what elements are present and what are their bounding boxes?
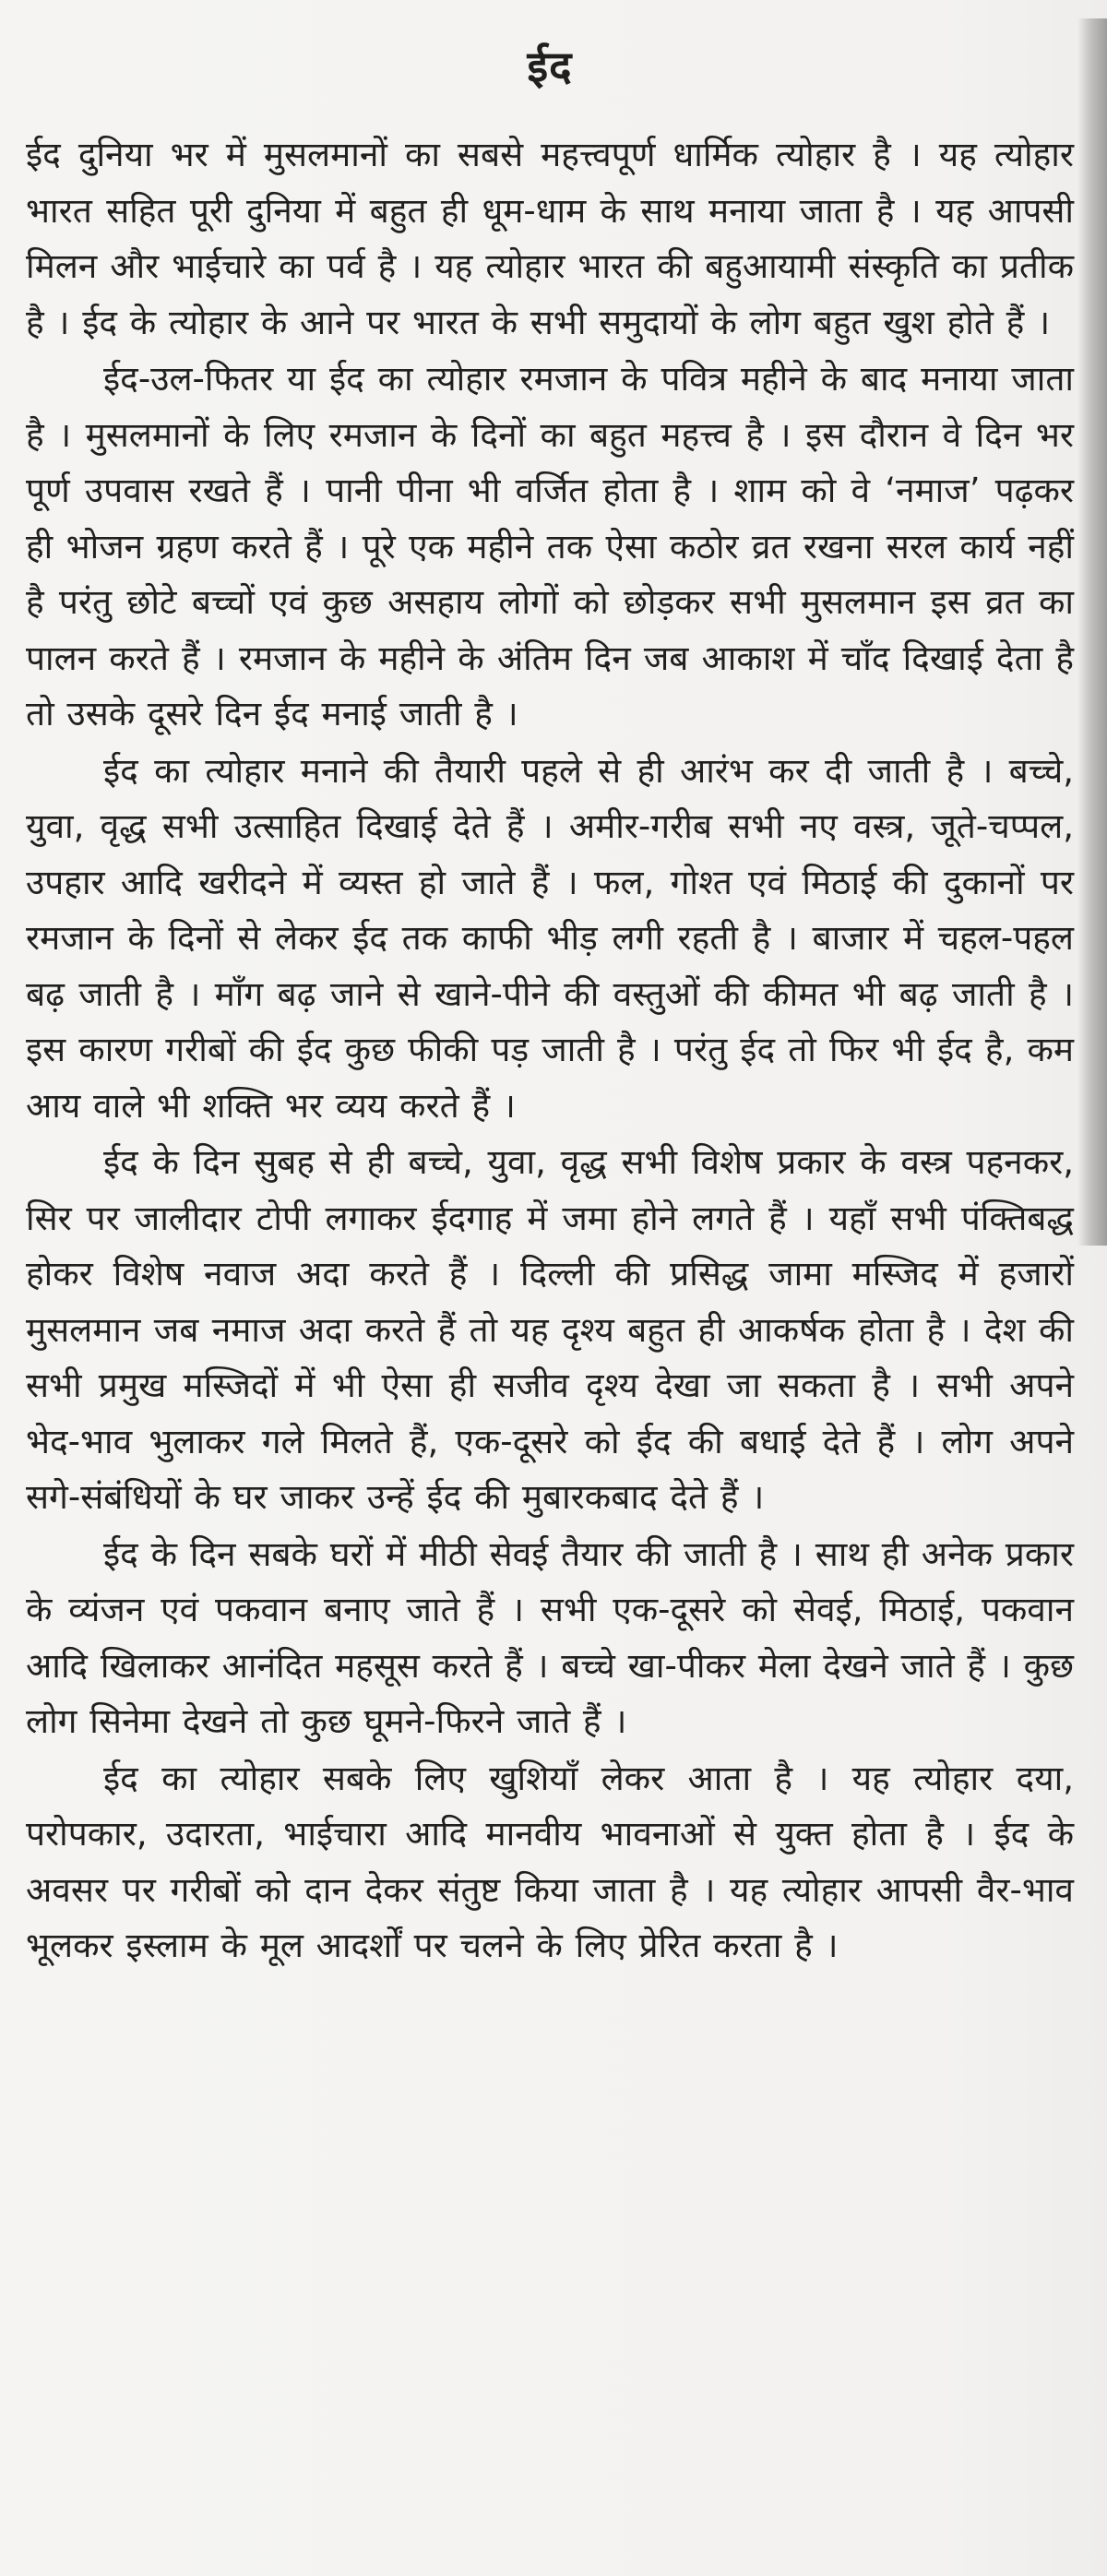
- essay-title: ईद: [527, 42, 573, 91]
- paragraph-6: ईद का त्योहार सबके लिए खुशियाँ लेकर आता है । यह त्योहार दया, परोपकार, उदारता, भाईचारा आदि मानवीय भावनाओं से युक्त होता है । ईद के अवसर पर गरीबों को दान देकर संतुष्ट किया जाता है । यह त्योहार आपसी वैर-भाव भूलकर इस्लाम के मूल आदर्शों पर चलने के लिए प्रेरित करता है ।: [26, 1758, 1074, 1965]
- paragraph-2: ईद-उल-फितर या ईद का त्योहार रमजान के पवित्र महीने के बाद मनाया जाता है । मुसलमानों के लिए रमजान के दिनों का बहुत महत्त्व है । इस दौरान वे दिन भर पूर्ण उपवास रखते हैं । पानी पीना भी वर्जित होता है । शाम को वे ‘नमाज’ पढ़कर ही भोजन ग्रहण करते हैं । पूरे एक महीने तक ऐसा कठोर व्रत रखना सरल कार्य नहीं है परंतु छोटे बच्चों एवं कुछ असहाय लोगों को छोड़कर सभी मुसलमान इस व्रत का पालन करते हैं । रमजान के महीने के अंतिम दिन जब आकाश में चाँद दिखाई देता है तो उसके दूसरे दिन ईद मनाई जाती है ।: [26, 359, 1074, 733]
- paragraph-1: ईद दुनिया भर में मुसलमानों का सबसे महत्त्वपूर्ण धार्मिक त्योहार है । यह त्योहार भारत सहित पूरी दुनिया में बहुत ही धूम-धाम के साथ मनाया जाता है । यह आपसी मिलन और भाईचारे का पर्व है । यह त्योहार भारत की बहुआयामी संस्कृति का प्रतीक है । ईद के त्योहार के आने पर भारत के सभी समुदायों के लोग बहुत खुश होते हैं ।: [26, 135, 1075, 342]
- paragraph-3: ईद का त्योहार मनाने की तैयारी पहले से ही आरंभ कर दी जाती है । बच्चे, युवा, वृद्ध सभी उत्साहित दिखाई देते हैं । अमीर-गरीब सभी नए वस्त्र, जूते-चप्पल, उपहार आदि खरीदने में व्यस्त हो जाते हैं । फल, गोश्त एवं मिठाई की दुकानों पर रमजान के दिनों से लेकर ईद तक काफी भीड़ लगी रहती है । बाजार में चहल-पहल बढ़ जाती है । माँग बढ़ जाने से खाने-पीने की वस्तुओं की कीमत भी बढ़ जाती है । इस कारण गरीबों की ईद कुछ फीकी पड़ जाती है । परंतु ईद तो फिर भी ईद है, कम आय वाले भी शक्ति भर व्यय करते हैं ।: [26, 750, 1074, 1126]
- paragraph-4: ईद के दिन सुबह से ही बच्चे, युवा, वृद्ध सभी विशेष प्रकार के वस्त्र पहनकर, सिर पर जालीदार टोपी लगाकर ईदगाह में जमा होने लगते हैं । यहाँ सभी पंक्तिबद्ध होकर विशेष नवाज अदा करते हैं । दिल्ली की प्रसिद्ध जामा मस्जिद में हजारों मुसलमान जब नमाज अदा करते हैं तो यह दृश्य बहुत ही आकर्षक होता है । देश की सभी प्रमुख मस्जिदों में भी ऐसा ही सजीव दृश्य देखा जा सकता है । सभी अपने भेद-भाव भुलाकर गले मिलते हैं, एक-दूसरे को ईद की बधाई देते हैं । लोग अपने सगे-संबंधियों के घर जाकर उन्हें ईद की मुबारकबाद देते हैं ।: [26, 1142, 1074, 1517]
- page-gutter-shadow: [1077, 18, 1107, 1246]
- paragraph-5: ईद के दिन सबके घरों में मीठी सेवई तैयार की जाती है । साथ ही अनेक प्रकार के व्यंजन एवं पकवान बनाए जाते हैं । सभी एक-दूसरे को सेवई, मिठाई, पकवान आदि खिलाकर आनंदित महसूस करते हैं । बच्चे खा-पीकर मेला देखने जाते हैं । कुछ लोग सिनेमा देखने तो कुछ घूमने-फिरने जाते हैं ।: [26, 1533, 1074, 1741]
